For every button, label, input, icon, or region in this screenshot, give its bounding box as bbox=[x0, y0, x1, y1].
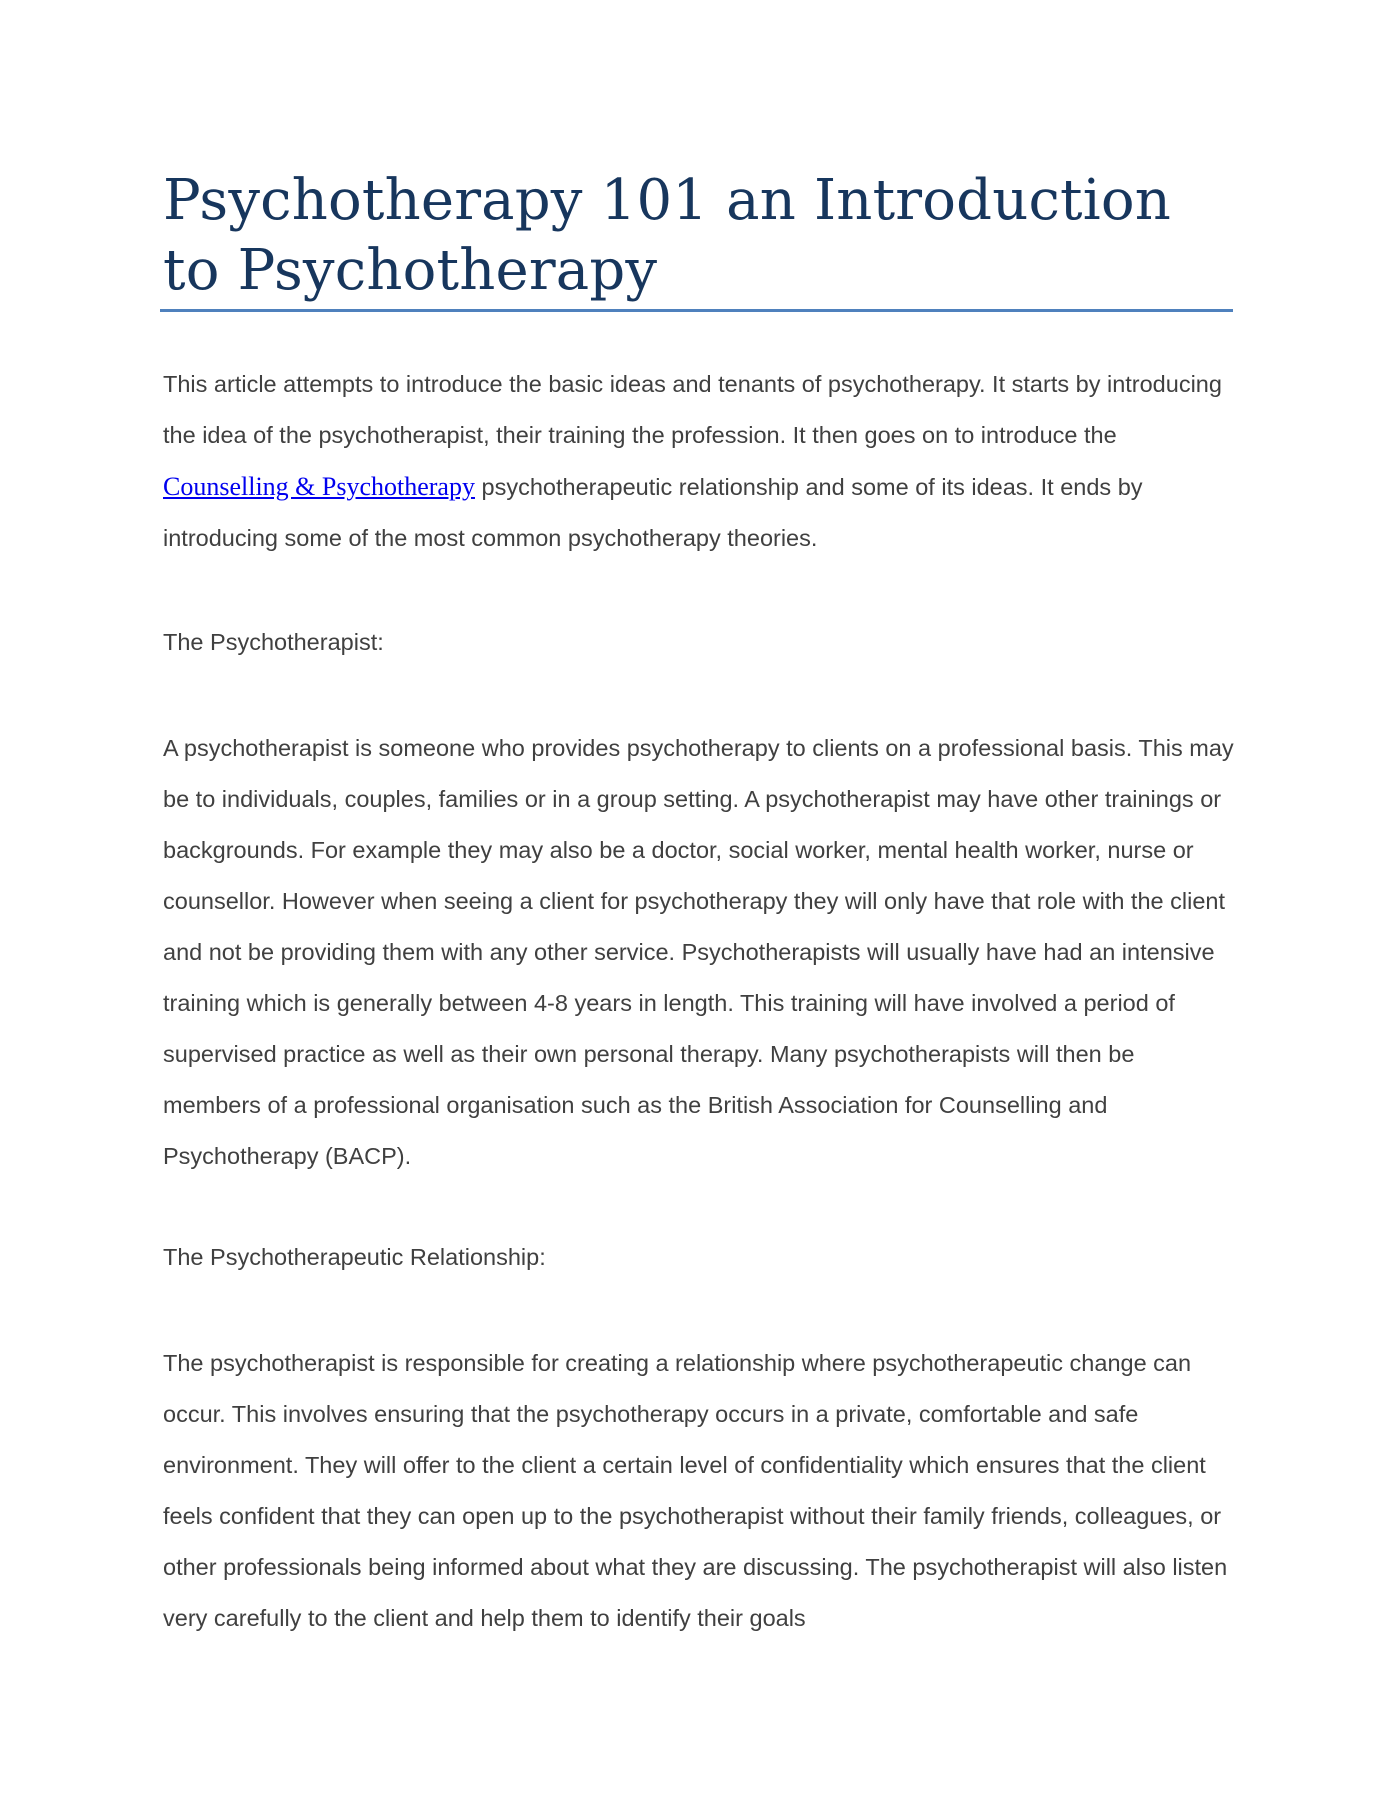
intro-text-before-link: This article attempts to introduce the basic ideas and tenants of psychotherapy. It starts by introducing the idea of the psychotherapist, their training the profession. It then goes on to introduce the bbox=[163, 371, 1222, 448]
intro-paragraph bbox=[163, 359, 1238, 564]
section-heading-relationship: The Psychotherapeutic Relationship: bbox=[163, 1244, 546, 1270]
title-underline-divider bbox=[160, 309, 1233, 312]
intro-text-after-link: psychotherapeutic relationship and some of its ideas. It ends by introducing some of the most common psychotherapy theories. bbox=[163, 474, 1143, 551]
page-title: Psychotherapy 101 an Introduction to Psychotherapy bbox=[163, 168, 1172, 303]
section-body-relationship: The psychotherapist is responsible for creating a relationship where psychotherapeutic change can occur. This involves ensuring that the psychotherapy occurs in a private, comfortable and safe environment. They will offer to the client a certain level of confidentiality which ensures that the client feels confident that they can open up to the psychotherapist without their family friends, colleagues, or other professionals being informed about what they are discussing. The psychotherapist will also listen very carefully to the client and help them to identify their goals bbox=[163, 1350, 1228, 1631]
counselling-psychotherapy-link[interactable]: Counselling & Psychotherapy bbox=[163, 472, 475, 501]
section-heading-psychotherapist: The Psychotherapist: bbox=[163, 629, 384, 655]
section-body-psychotherapist: A psychotherapist is someone who provides psychotherapy to clients on a professional basis. This may be to individuals, couples, families or in a group setting. A psychotherapist may have other trainings or backgrounds. For example they may also be a doctor, social worker, mental health worker, nurse or counsellor. However when seeing a client for psychotherapy they will only have that role with the client and not be providing them with any other service. Psychotherapists will usually have had an intensive training which is generally between 4-8 years in length. This training will have involved a period of supervised practice as well as their own personal therapy. Many psychotherapists will then be members of a professional organisation such as the British Association for Counselling and Psychotherapy (BACP). bbox=[163, 735, 1234, 1169]
